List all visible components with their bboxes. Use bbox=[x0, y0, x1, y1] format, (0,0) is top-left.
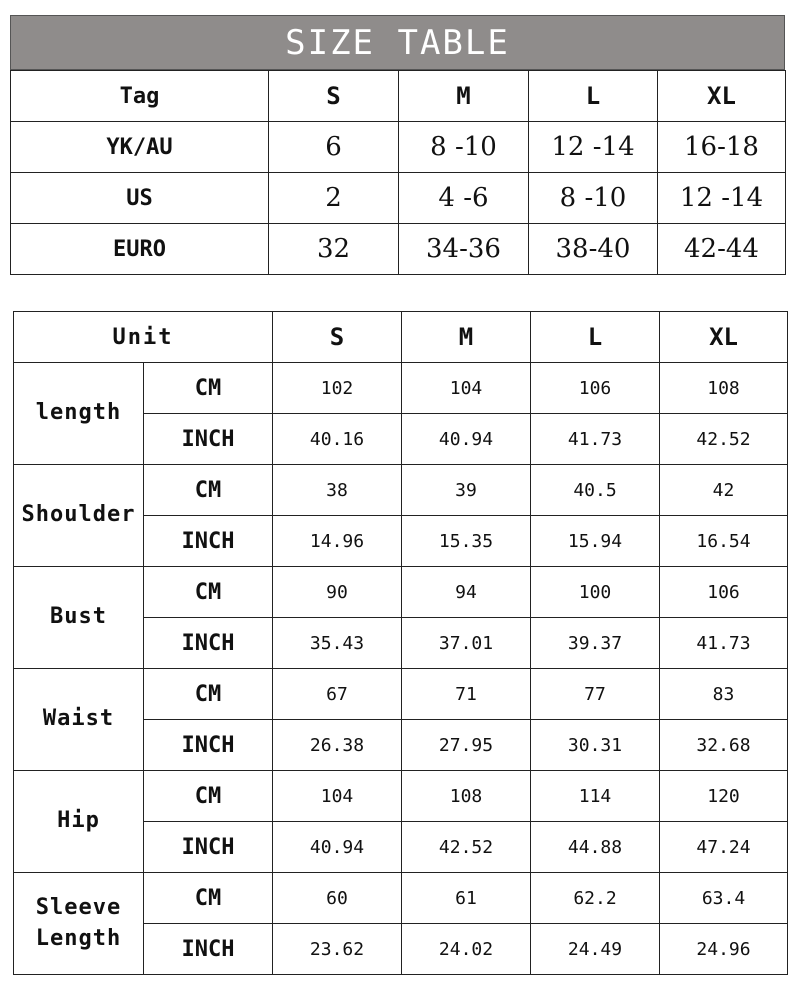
region-label: YK/AU bbox=[11, 122, 269, 173]
inch-value: 26.38 bbox=[273, 720, 402, 771]
cm-value: 42 bbox=[660, 465, 788, 516]
size-value: 6 bbox=[269, 122, 399, 173]
inch-value: 15.35 bbox=[402, 516, 531, 567]
inch-value: 14.96 bbox=[273, 516, 402, 567]
cm-value: 40.5 bbox=[531, 465, 660, 516]
inch-value: 24.49 bbox=[531, 924, 660, 975]
unit-cm-label: CM bbox=[144, 771, 273, 822]
inch-value: 44.88 bbox=[531, 822, 660, 873]
unit-cm-label: CM bbox=[144, 669, 273, 720]
cm-value: 62.2 bbox=[531, 873, 660, 924]
cm-value: 94 bbox=[402, 567, 531, 618]
unit-inch-label: INCH bbox=[144, 516, 273, 567]
conversion-header-row bbox=[11, 71, 786, 122]
inch-value: 42.52 bbox=[660, 414, 788, 465]
size-header: L bbox=[531, 312, 660, 363]
inch-value: 41.73 bbox=[660, 618, 788, 669]
cm-value: 104 bbox=[273, 771, 402, 822]
inch-value: 41.73 bbox=[531, 414, 660, 465]
size-value: 34-36 bbox=[399, 224, 529, 275]
measurement-table bbox=[13, 311, 788, 975]
size-value: 42-44 bbox=[658, 224, 786, 275]
unit-inch-label: INCH bbox=[144, 618, 273, 669]
size-value: 8 -10 bbox=[399, 122, 529, 173]
size-value: 2 bbox=[269, 173, 399, 224]
table-row bbox=[14, 771, 788, 822]
size-header: S bbox=[273, 312, 402, 363]
table-row bbox=[14, 669, 788, 720]
size-value: 12 -14 bbox=[529, 122, 658, 173]
size-header: XL bbox=[660, 312, 788, 363]
inch-value: 23.62 bbox=[273, 924, 402, 975]
measurement-name: Hip bbox=[14, 771, 144, 873]
unit-cm-label: CM bbox=[144, 873, 273, 924]
inch-value: 24.02 bbox=[402, 924, 531, 975]
inch-value: 47.24 bbox=[660, 822, 788, 873]
inch-value: 24.96 bbox=[660, 924, 788, 975]
table-row bbox=[11, 122, 786, 173]
size-header: S bbox=[269, 71, 399, 122]
measurement-name: Shoulder bbox=[14, 465, 144, 567]
size-conversion-table bbox=[10, 70, 786, 275]
measurement-name: length bbox=[14, 363, 144, 465]
inch-value: 40.94 bbox=[273, 822, 402, 873]
inch-value: 15.94 bbox=[531, 516, 660, 567]
inch-value: 42.52 bbox=[402, 822, 531, 873]
cm-value: 90 bbox=[273, 567, 402, 618]
region-label: US bbox=[11, 173, 269, 224]
tag-header: Tag bbox=[11, 71, 269, 122]
cm-value: 67 bbox=[273, 669, 402, 720]
cm-value: 63.4 bbox=[660, 873, 788, 924]
cm-value: 39 bbox=[402, 465, 531, 516]
inch-value: 40.94 bbox=[402, 414, 531, 465]
cm-value: 100 bbox=[531, 567, 660, 618]
cm-value: 102 bbox=[273, 363, 402, 414]
measurement-body bbox=[14, 312, 788, 975]
size-value: 32 bbox=[269, 224, 399, 275]
size-header: M bbox=[402, 312, 531, 363]
size-value: 38-40 bbox=[529, 224, 658, 275]
unit-inch-label: INCH bbox=[144, 822, 273, 873]
cm-value: 83 bbox=[660, 669, 788, 720]
cm-value: 120 bbox=[660, 771, 788, 822]
table-row bbox=[14, 465, 788, 516]
inch-value: 27.95 bbox=[402, 720, 531, 771]
cm-value: 77 bbox=[531, 669, 660, 720]
inch-value: 40.16 bbox=[273, 414, 402, 465]
size-table-title-bar bbox=[10, 15, 785, 70]
inch-value: 39.37 bbox=[531, 618, 660, 669]
size-value: 12 -14 bbox=[658, 173, 786, 224]
table-row bbox=[14, 567, 788, 618]
size-header: M bbox=[399, 71, 529, 122]
cm-value: 106 bbox=[531, 363, 660, 414]
measurement-name: Bust bbox=[14, 567, 144, 669]
table-row bbox=[11, 173, 786, 224]
cm-value: 71 bbox=[402, 669, 531, 720]
inch-value: 30.31 bbox=[531, 720, 660, 771]
page-title: SIZE TABLE bbox=[285, 22, 510, 63]
measurement-name: Sleeve Length bbox=[14, 873, 144, 975]
size-value: 16-18 bbox=[658, 122, 786, 173]
measurement-name: Waist bbox=[14, 669, 144, 771]
cm-value: 61 bbox=[402, 873, 531, 924]
table-row bbox=[11, 224, 786, 275]
cm-value: 104 bbox=[402, 363, 531, 414]
size-header: L bbox=[529, 71, 658, 122]
size-value: 8 -10 bbox=[529, 173, 658, 224]
unit-inch-label: INCH bbox=[144, 720, 273, 771]
table-row bbox=[14, 873, 788, 924]
cm-value: 38 bbox=[273, 465, 402, 516]
unit-inch-label: INCH bbox=[144, 414, 273, 465]
cm-value: 106 bbox=[660, 567, 788, 618]
cm-value: 60 bbox=[273, 873, 402, 924]
unit-cm-label: CM bbox=[144, 465, 273, 516]
size-header: XL bbox=[658, 71, 786, 122]
inch-value: 16.54 bbox=[660, 516, 788, 567]
inch-value: 37.01 bbox=[402, 618, 531, 669]
cm-value: 108 bbox=[660, 363, 788, 414]
unit-header: Unit bbox=[14, 312, 273, 363]
cm-value: 108 bbox=[402, 771, 531, 822]
inch-value: 35.43 bbox=[273, 618, 402, 669]
unit-cm-label: CM bbox=[144, 567, 273, 618]
inch-value: 32.68 bbox=[660, 720, 788, 771]
table-row bbox=[14, 363, 788, 414]
size-value: 4 -6 bbox=[399, 173, 529, 224]
cm-value: 114 bbox=[531, 771, 660, 822]
region-label: EURO bbox=[11, 224, 269, 275]
unit-cm-label: CM bbox=[144, 363, 273, 414]
unit-inch-label: INCH bbox=[144, 924, 273, 975]
measurement-header-row bbox=[14, 312, 788, 363]
size-conversion-body bbox=[11, 71, 786, 275]
